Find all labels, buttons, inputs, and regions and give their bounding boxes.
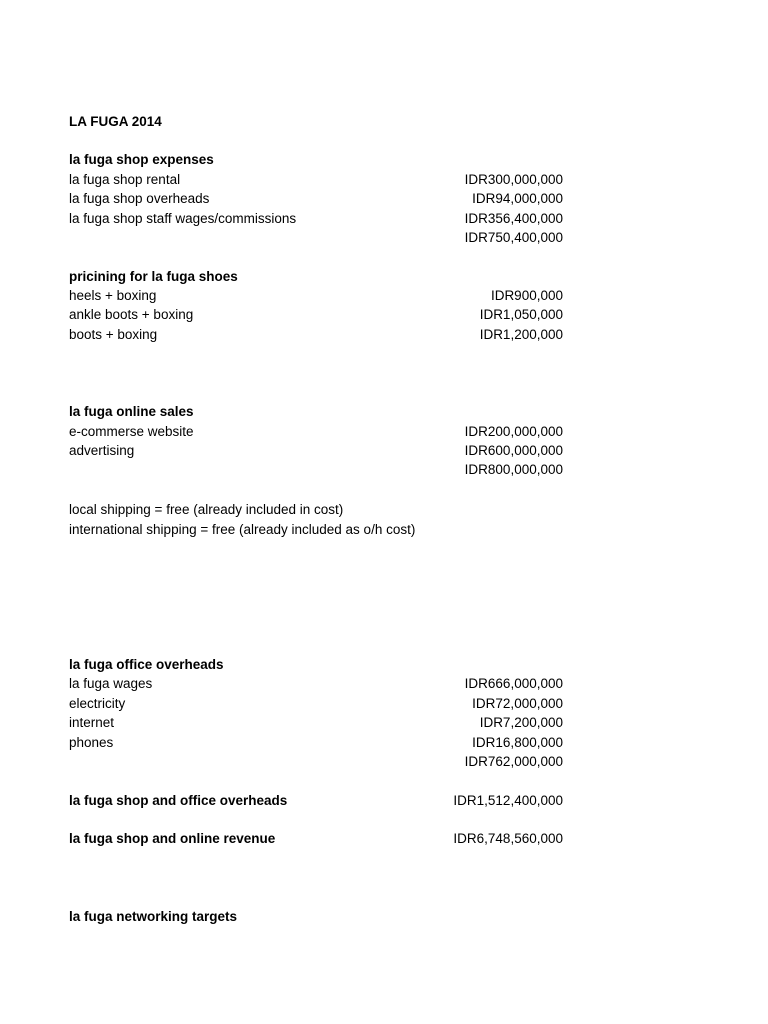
ankle-boots-value: IDR1,050,000 — [479, 307, 563, 322]
revenue-row — [69, 829, 563, 848]
heels-row — [69, 286, 563, 305]
shop-rental-row — [69, 170, 563, 189]
ecommerse-value: IDR200,000,000 — [464, 424, 563, 439]
electricity-value: IDR72,000,000 — [472, 696, 563, 711]
document-title-row — [69, 112, 563, 131]
combined-overheads-label: la fuga shop and office overheads — [69, 793, 288, 808]
networking-heading: la fuga networking targets — [69, 909, 238, 924]
shop-overheads-value: IDR94,000,000 — [472, 191, 563, 206]
revenue-value: IDR6,748,560,000 — [453, 831, 563, 846]
internet-label: internet — [69, 715, 115, 730]
revenue-label: la fuga shop and online revenue — [69, 831, 276, 846]
online-sales-heading-row — [69, 402, 563, 421]
heels-label: heels + boxing — [69, 288, 157, 303]
shop-expenses-total-row — [69, 228, 563, 247]
networking-heading-row — [69, 907, 563, 926]
advertising-value: IDR600,000,000 — [464, 443, 563, 458]
shop-expenses-heading: la fuga shop expenses — [69, 152, 214, 167]
office-overheads-heading-row — [69, 655, 563, 674]
local-shipping-row — [69, 500, 563, 519]
international-shipping-text: international shipping = free (already included as o/h cost) — [69, 522, 416, 537]
ankle-boots-label: ankle boots + boxing — [69, 307, 194, 322]
combined-overheads-value: IDR1,512,400,000 — [453, 793, 563, 808]
office-overheads-total: IDR762,000,000 — [464, 754, 563, 769]
local-shipping-text: local shipping = free (already included in cost) — [69, 502, 344, 517]
boots-value: IDR1,200,000 — [479, 327, 563, 342]
office-overheads-heading: la fuga office overheads — [69, 657, 224, 672]
electricity-row — [69, 694, 563, 713]
online-sales-heading: la fuga online sales — [69, 404, 194, 419]
online-sales-total: IDR800,000,000 — [464, 462, 563, 477]
ecommerse-label: e-commerse website — [69, 424, 194, 439]
office-overheads-total-row — [69, 752, 563, 771]
office-wages-value: IDR666,000,000 — [464, 676, 563, 691]
shop-staff-wages-value: IDR356,400,000 — [464, 211, 563, 226]
electricity-label: electricity — [69, 696, 126, 711]
shop-expenses-total: IDR750,400,000 — [464, 230, 563, 245]
boots-label: boots + boxing — [69, 327, 158, 342]
shop-staff-wages-row — [69, 209, 563, 228]
shop-overheads-row — [69, 189, 563, 208]
international-shipping-row — [69, 520, 563, 539]
ankle-boots-row — [69, 305, 563, 324]
shop-overheads-label: la fuga shop overheads — [69, 191, 210, 206]
advertising-row — [69, 441, 563, 460]
combined-overheads-row — [69, 791, 563, 810]
pricing-heading-row — [69, 267, 563, 286]
internet-row — [69, 713, 563, 732]
shop-staff-wages-label: la fuga shop staff wages/commissions — [69, 211, 297, 226]
phones-value: IDR16,800,000 — [472, 735, 563, 750]
shop-expenses-heading-row — [69, 150, 563, 169]
heels-value: IDR900,000 — [490, 288, 563, 303]
office-wages-row — [69, 674, 563, 693]
ecommerse-row — [69, 422, 563, 441]
advertising-label: advertising — [69, 443, 135, 458]
boots-row — [69, 325, 563, 344]
phones-row — [69, 733, 563, 752]
phones-label: phones — [69, 735, 114, 750]
internet-value: IDR7,200,000 — [479, 715, 563, 730]
shop-rental-label: la fuga shop rental — [69, 172, 181, 187]
online-sales-total-row — [69, 460, 563, 479]
pricing-heading: pricining for la fuga shoes — [69, 269, 238, 284]
document-title: LA FUGA 2014 — [69, 114, 162, 129]
shop-rental-value: IDR300,000,000 — [464, 172, 563, 187]
office-wages-label: la fuga wages — [69, 676, 153, 691]
